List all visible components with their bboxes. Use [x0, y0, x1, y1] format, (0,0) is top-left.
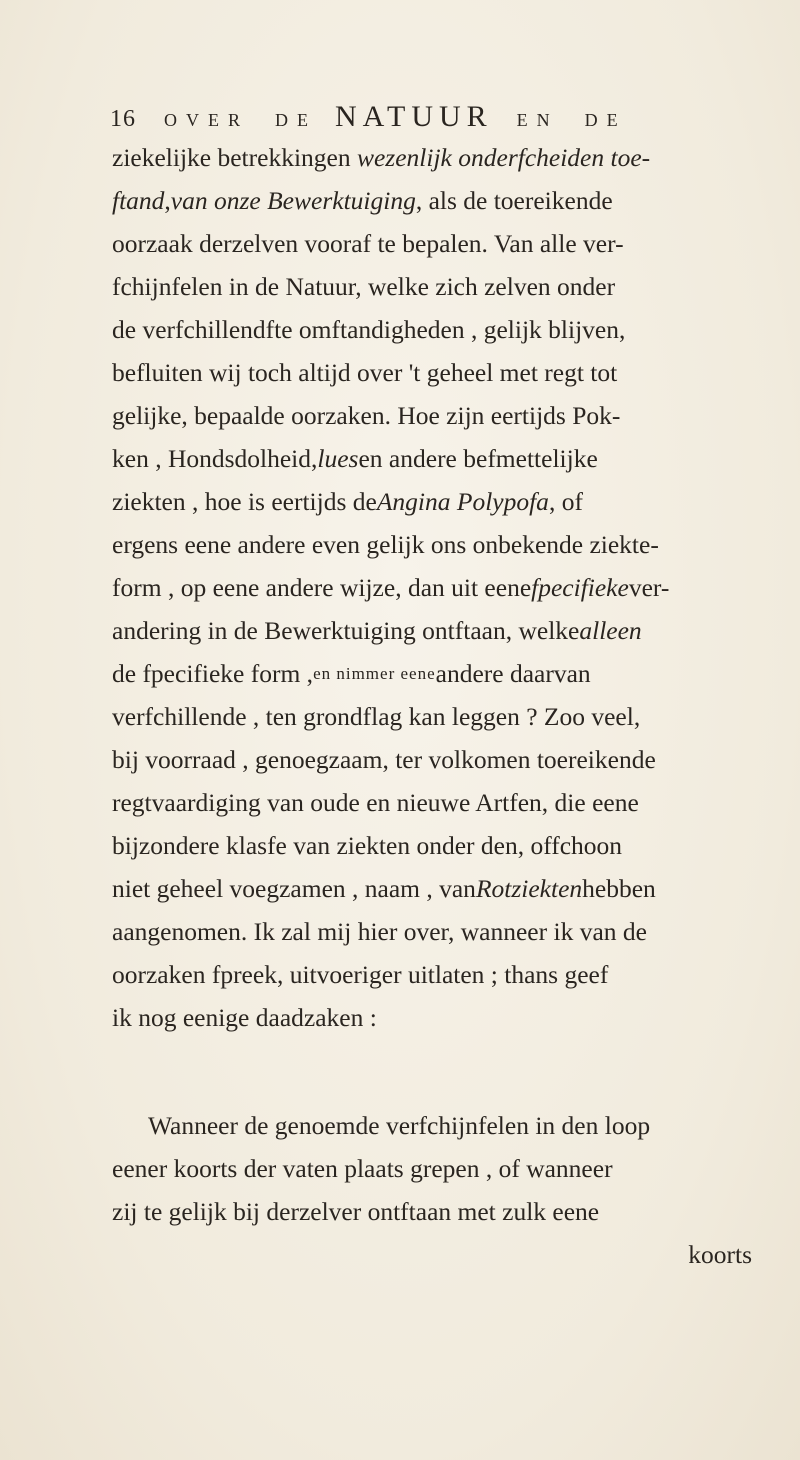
text-line: ftand , van onze Bewerktuiging , als de toereikende [112, 186, 613, 215]
paragraph-spacer [112, 1082, 752, 1104]
text-line: verfchillende , ten grondflag kan leggen ? Zoo veel, [112, 702, 641, 731]
running-head [110, 100, 750, 134]
text-line: form , op eene andere wijze, dan uit eene fpecifieke ver- [112, 573, 670, 602]
text-line: ergens eene andere even gelijk ons onbekende ziekte- [112, 530, 659, 559]
running-head-word: OVER [164, 110, 249, 130]
text-line: ken , Hondsdolheid, lues en andere befmettelijke [112, 444, 598, 473]
text-line: de verfchillendfte omftandigheden , gelijk blijven, [112, 315, 626, 344]
page-number: 16 [110, 106, 136, 132]
text-line: Wanneer de genoemde verfchijnfelen in den loop [148, 1111, 651, 1140]
text-line: aangenomen. Ik zal mij hier over, wanneer ik van de [112, 917, 647, 946]
running-head-word: DE [275, 110, 317, 130]
text-line: fchijnfelen in de Natuur, welke zich zelven onder [112, 272, 616, 301]
text-line: ik nog eenige daadzaken : [112, 1003, 377, 1032]
text-line: niet geheel voegzamen , naam , van Rotziekten hebben [112, 874, 656, 903]
running-head-title: NATUUR [335, 100, 493, 133]
text-line: bijzondere klasfe van ziekten onder den, offchoon [112, 831, 623, 860]
body-text [112, 136, 752, 1276]
text-line: ziekten , hoe is eertijds de Angina Polypofa , of [112, 487, 583, 516]
running-head-word: DE [584, 110, 627, 130]
catchword-line [112, 1233, 752, 1276]
text-line: de fpecifieke form , en nimmer eene andere daarvan [112, 659, 591, 688]
text-line: befluiten wij toch altijd over 't geheel met regt tot [112, 358, 618, 387]
paragraph-break [112, 1039, 752, 1082]
catchword: koorts [688, 1240, 752, 1269]
text-line: regtvaardiging van oude en nieuwe Artfen, die eene [112, 788, 639, 817]
text-line: eener koorts der vaten plaats grepen , of wanneer [112, 1154, 613, 1183]
text-line: bij voorraad , genoegzaam, ter volkomen toereikende [112, 745, 656, 774]
text-line: andering in de Bewerktuiging ontftaan, welke alleen [112, 616, 642, 645]
text-line: zij te gelijk bij derzelver ontftaan met zulk eene [112, 1197, 600, 1226]
text-line: oorzaken fpreek, uitvoeriger uitlaten ; thans geef [112, 960, 609, 989]
text-line: gelijke, bepaalde oorzaken. Hoe zijn eertijds Pok- [112, 401, 621, 430]
text-line: ziekelijke betrekkingen wezenlijk onderfcheiden toe- [112, 143, 651, 172]
text-line: oorzaak derzelven vooraf te bepalen. Van alle ver- [112, 229, 624, 258]
running-head-word: EN [516, 110, 559, 130]
